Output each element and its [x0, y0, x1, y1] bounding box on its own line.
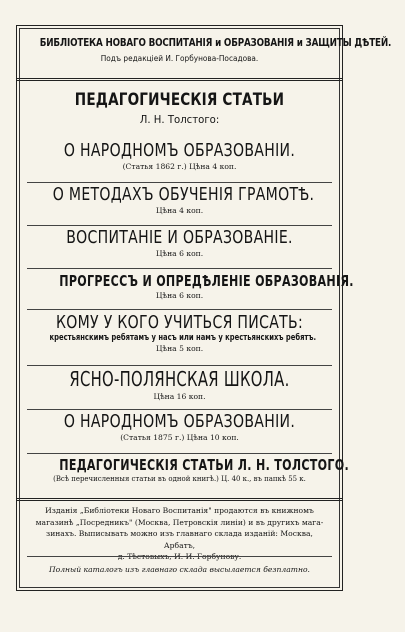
work-title: КОМУ У КОГО УЧИТЬСЯ ПИСАТЬ: [55, 312, 304, 333]
divider [27, 309, 332, 310]
work-title: ПРОГРЕССЪ И ОПРЕДѢЛЕНІЕ ОБРАЗОВАНІЯ. [59, 272, 354, 290]
author-line: Л. Н. Толстого: [139, 113, 220, 126]
footer-divider [17, 498, 342, 501]
publisher-line: Изданія „Библіотеки Новаго Воспитанія" продаются въ книжномъ [45, 506, 314, 515]
work-item [17, 184, 342, 215]
work-item [17, 456, 350, 483]
work-title: О МЕТОДАХЪ ОБУЧЕНІЯ ГРАМОТѢ. [52, 184, 315, 205]
editor-line: Подъ редакціей И. Горбунова-Посадова. [100, 54, 259, 63]
divider [27, 453, 332, 454]
catalog-block [17, 565, 342, 574]
publisher-notice [31, 505, 328, 563]
work-item [17, 272, 354, 300]
work-item [17, 312, 342, 353]
work-price: Цѣна 5 коп. [155, 344, 204, 353]
work-price: Цѣна 16 коп. [153, 392, 206, 401]
divider [27, 365, 332, 366]
divider [27, 268, 332, 269]
work-title: О НАРОДНОМЪ ОБРАЗОВАНІИ. [63, 411, 296, 432]
work-price: Цѣна 4 коп. [155, 206, 204, 215]
series-title: БИБЛІОТЕКА НОВАГО ВОСПИТАНІЯ и ОБРАЗОВАНІЯ и ЗАЩИТЫ ДѢТЕЙ. [39, 38, 392, 49]
work-price: (Статья 1862 г.) Цѣна 4 коп. [122, 162, 237, 171]
series-header [17, 38, 392, 63]
publisher-line: д. Тѣстовыхъ, И. И. Горбунову. [117, 552, 242, 561]
work-price: Цѣна 6 коп. [155, 291, 204, 300]
divider [27, 556, 332, 557]
work-title: ВОСПИТАНІЕ И ОБРАЗОВАНІЕ. [66, 227, 293, 248]
publisher-line: зинахъ. Выписывать можно изъ главнаго склада изданій: Москва, Арбатъ, [46, 529, 313, 550]
work-title: ЯСНО-ПОЛЯНСКАЯ ШКОЛА. [69, 367, 290, 391]
work-price: (Всѣ перечисленныя статьи въ одной книгѣ.) Ц. 40 к., въ папкѣ 55 к. [53, 474, 306, 483]
work-item [17, 411, 342, 442]
page-frame [16, 25, 392, 591]
work-title: ПЕДАГОГИЧЕСКІЯ СТАТЬИ Л. Н. ТОЛСТОГО. [59, 456, 350, 474]
work-subtitle: крестьянскимъ ребятамъ у насъ или намъ у крестьянскихъ ребятъ. [49, 333, 317, 343]
divider [27, 409, 332, 410]
catalog-note: Полный каталогъ изъ главнаго склада высылается безплатно. [49, 565, 310, 574]
work-price: Цѣна 6 коп. [155, 249, 204, 258]
main-heading [17, 90, 342, 126]
divider [27, 182, 332, 183]
work-item [17, 367, 342, 401]
divider [27, 225, 332, 226]
work-price: (Статья 1875 г.) Цѣна 10 коп. [120, 433, 239, 442]
work-item [17, 227, 342, 258]
work-item [17, 140, 342, 171]
work-title: О НАРОДНОМЪ ОБРАЗОВАНІИ. [63, 140, 296, 161]
header-divider [17, 78, 342, 81]
publisher-line: магазинѣ „Посредникъ" (Москва, Петровскія линіи) и въ другихъ мага- [35, 517, 324, 527]
main-title: ПЕДАГОГИЧЕСКІЯ СТАТЬИ [74, 90, 285, 110]
